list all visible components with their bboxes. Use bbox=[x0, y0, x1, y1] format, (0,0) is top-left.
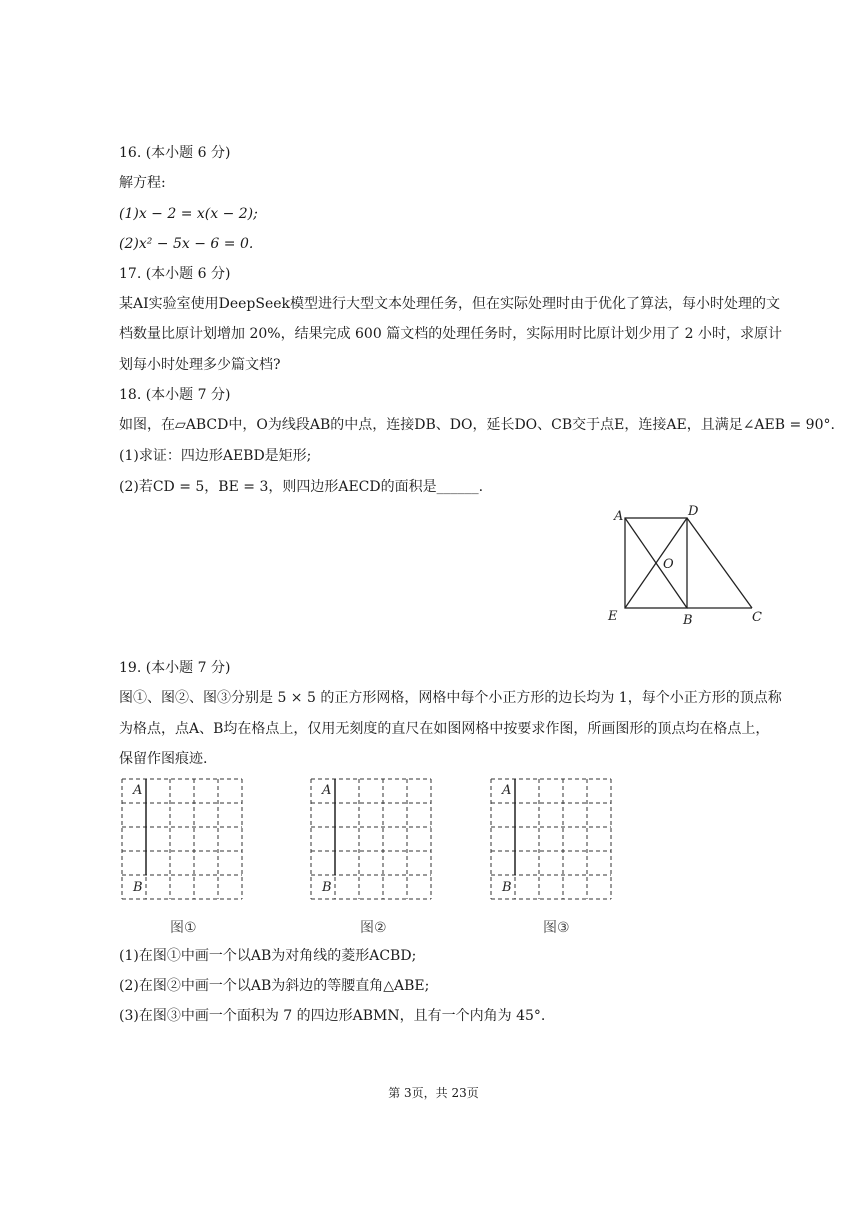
q17-line-1: 某AI实验室使用DeepSeek模型进行大型文本处理任务，但在实际处理时由于优化了算法，每小时处理的文 bbox=[119, 296, 781, 312]
q17-line-2: 档数量比原计划增加 20%，结果完成 600 篇文档的处理任务时，实际用时比原计划少用了 2 小时，求原计 bbox=[119, 326, 782, 342]
grid-caption-2: 图② bbox=[360, 920, 387, 936]
grid-label-b: B bbox=[322, 880, 332, 895]
q17-header: 17. (本小题 6 分) bbox=[119, 266, 231, 282]
q19-item-2: (2)在图②中画一个以AB为斜边的等腰直角△ABE; bbox=[119, 978, 430, 994]
grid-label-a: A bbox=[133, 783, 143, 798]
q16-item-1: (1)x − 2 = x(x − 2); bbox=[119, 206, 258, 222]
page-footer: 第 3页，共 23页 bbox=[388, 1086, 479, 1100]
label-o: O bbox=[663, 557, 674, 572]
q16-item-2: (2)x² − 5x − 6 = 0. bbox=[119, 236, 254, 252]
grid-label-a: A bbox=[502, 783, 512, 798]
q18-item-1: (1)求证：四边形AEBD是矩形; bbox=[119, 448, 312, 464]
q19-item-3: (3)在图③中画一个面积为 7 的四边形ABMN，且有一个内角为 45°. bbox=[119, 1008, 546, 1024]
grid-figure-1 bbox=[121, 778, 247, 908]
label-a: A bbox=[614, 509, 624, 524]
q16-intro: 解方程: bbox=[119, 175, 166, 191]
label-e: E bbox=[608, 609, 618, 624]
grid-label-b: B bbox=[502, 880, 512, 895]
grid-label-b: B bbox=[133, 880, 143, 895]
grid-figure-2 bbox=[310, 778, 436, 908]
label-d: D bbox=[688, 504, 699, 519]
q19-header: 19. (本小题 7 分) bbox=[119, 660, 231, 676]
q19-line-1: 图①、图②、图③分别是 5 × 5 的正方形网格，网格中每个小正方形的边长均为 1，每个小正方形的顶点称 bbox=[119, 690, 782, 706]
q19-line-3: 保留作图痕迹. bbox=[119, 751, 208, 767]
q17-line-3: 划每小时处理多少篇文档? bbox=[119, 357, 281, 373]
grid-label-a: A bbox=[322, 783, 332, 798]
label-b: B bbox=[683, 613, 693, 628]
q18-header: 18. (本小题 7 分) bbox=[119, 387, 231, 403]
q18-geometry-figure bbox=[600, 500, 770, 630]
q18-item-2: (2)若CD = 5，BE = 3，则四边形AECD的面积是______. bbox=[119, 479, 484, 495]
grid-caption-3: 图③ bbox=[543, 920, 570, 936]
label-c: C bbox=[752, 610, 762, 625]
q18-stem: 如图，在▱ABCD中，O为线段AB的中点，连接DB、DO，延长DO、CB交于点E，连接AE，且满足∠AEB = 90°. bbox=[119, 417, 835, 433]
q19-line-2: 为格点，点A、B均在格点上，仅用无刻度的直尺在如图网格中按要求作图，所画图形的顶点均在格点上， bbox=[119, 721, 770, 737]
q16-header: 16. (本小题 6 分) bbox=[119, 145, 231, 161]
grid-figure-3 bbox=[490, 778, 616, 908]
q19-item-1: (1)在图①中画一个以AB为对角线的菱形ACBD; bbox=[119, 948, 417, 964]
grid-caption-1: 图① bbox=[170, 920, 197, 936]
segment-dc bbox=[687, 518, 752, 608]
